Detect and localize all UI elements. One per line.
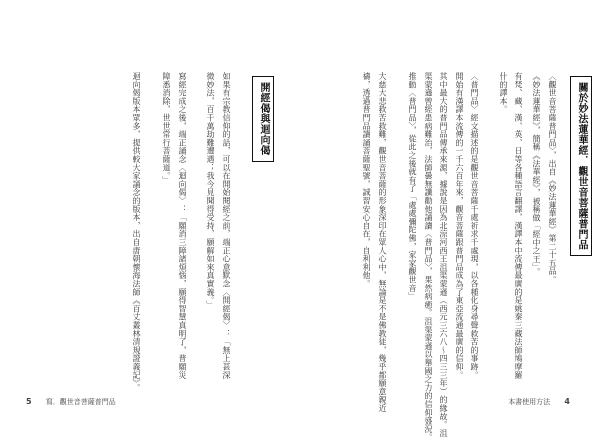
paragraph-line: 有梵、藏、漢、英、日等各種語言翻譯，漢譯本中流傳最廣的是姚秦三藏法師鳩摩羅 xyxy=(514,72,523,380)
paragraph-line: 大慈大悲救苦救難，觀世音菩薩的形象深印在眾人心中，無論是不是佛教徒，幾乎都願意親近 xyxy=(378,72,387,413)
paragraph-line: 渠蒙遜曾經患病難治，法師曇無讖勸他誦讀〈普門品〉，果然病癒。沮渠蒙遜以舉國之力的信仰盛況。 xyxy=(424,72,433,442)
section-heading-lotus-sutra: 關於妙法蓮華經．觀世音菩薩普門品 xyxy=(570,76,592,256)
page-number: 5 xyxy=(26,397,32,406)
right-page xyxy=(300,0,600,442)
paragraph-line: 寫經完成之後，端正誦念〈迴向偈〉：「願消三障諸煩惱，願得智慧真明了，普願災 xyxy=(178,72,187,380)
paragraph-line: 其中最大的普門品傳承來源，據說是因為北涼河西王沮渠蒙遜（西元三六八～四三三年）的緣故。沮 xyxy=(439,72,448,438)
footer-title: 本書使用方法 xyxy=(508,398,551,406)
page-footer xyxy=(508,397,570,407)
page-footer xyxy=(26,397,116,407)
paragraph-line: 如果有宗教信仰的話，可以在開始閱經之前，端正心意默念〈開經偈〉：「無上甚深 xyxy=(222,72,231,380)
paragraph-line: 開始有漢譯本流傳的一千六百年來，觀音菩薩跟普門品成為了東亞流通最廣的信仰。 xyxy=(455,72,464,380)
page-number: 4 xyxy=(564,397,570,406)
left-page xyxy=(0,0,300,427)
paragraph-line: 什的譯本。 xyxy=(499,72,508,114)
paragraph-line: 〈觀世音菩薩普門品〉，出自《妙法蓮華經》第二十五品。 xyxy=(548,72,557,284)
paragraph-line: 禱，透過普門品讀誦菩薩聖號，誠習安心自在，自利利他。 xyxy=(362,72,371,288)
section-heading-verses: 開經偈與迴向偈 xyxy=(252,76,274,162)
paragraph-line: 推動〈普門品〉，從此之後就有了「處處彌陀佛，家家觀世音」 xyxy=(408,72,417,301)
paragraph-line: 微妙法，百千萬劫難遭遇；我今見聞得受持，願解如來真實義。」 xyxy=(206,72,215,309)
paragraph-line: 《妙法蓮華經》，簡稱《法華經》，被稱做「經中之王」。 xyxy=(532,72,541,276)
footer-title: 寫．觀世音菩薩普門品 xyxy=(45,398,116,406)
paragraph-line: 迴向偈版本眾多，提供較大家誦念的版本，出自唐朝懷海法師《百丈叢林清規證義記》。 xyxy=(132,72,141,392)
paragraph-line: 〈普門品〉經文描述的是觀世音菩薩千處祈求千處現，以各種化身尋聲救苦的事跡。 xyxy=(470,72,479,380)
paragraph-line: 障悉消除，世世常行菩薩道。」 xyxy=(162,72,171,185)
